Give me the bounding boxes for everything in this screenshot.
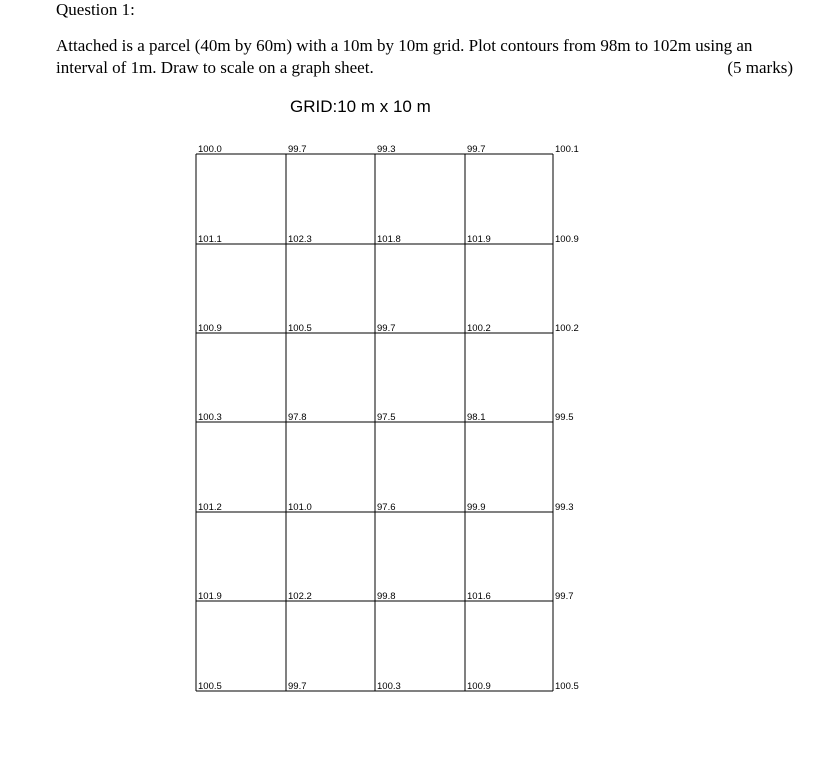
spot-level-label: 101.9 <box>198 591 222 602</box>
question-title: Question 1: <box>56 0 135 19</box>
spot-level-label: 99.7 <box>288 144 307 155</box>
spot-level-label: 99.3 <box>377 144 396 155</box>
spot-level-label: 100.2 <box>467 323 491 334</box>
spot-level-label: 99.7 <box>555 591 574 602</box>
question-text-line-1: Attached is a parcel (40m by 60m) with a 10m by 10m grid. Plot contours from 98m to 102m using an <box>56 36 753 55</box>
spot-level-label: 102.3 <box>288 234 312 245</box>
spot-level-label: 100.0 <box>198 144 222 155</box>
spot-level-label: 97.5 <box>377 412 396 423</box>
question-text-line-2: interval of 1m. Draw to scale on a graph sheet. <box>56 58 374 77</box>
spot-level-label: 100.9 <box>198 323 222 334</box>
spot-level-label: 97.6 <box>377 502 396 513</box>
spot-level-label: 100.1 <box>555 144 579 155</box>
spot-level-label: 99.7 <box>288 681 307 692</box>
spot-level-label: 99.8 <box>377 591 396 602</box>
spot-level-label: 101.0 <box>288 502 312 513</box>
spot-level-label: 100.9 <box>467 681 491 692</box>
spot-level-label: 99.3 <box>555 502 574 513</box>
spot-level-label: 100.5 <box>288 323 312 334</box>
spot-level-label: 98.1 <box>467 412 486 423</box>
spot-level-label: 99.7 <box>377 323 396 334</box>
spot-level-label: 100.5 <box>198 681 222 692</box>
spot-level-label: 100.3 <box>377 681 401 692</box>
spot-level-label: 101.2 <box>198 502 222 513</box>
grid-title: GRID:10 m x 10 m <box>290 97 431 116</box>
spot-level-label: 101.9 <box>467 234 491 245</box>
spot-level-label: 99.7 <box>467 144 486 155</box>
spot-level-label: 100.2 <box>555 323 579 334</box>
spot-level-label: 100.3 <box>198 412 222 423</box>
spot-level-label: 100.5 <box>555 681 579 692</box>
spot-level-label: 101.6 <box>467 591 491 602</box>
spot-level-label: 99.9 <box>467 502 486 513</box>
marks-label: (5 marks) <box>727 58 793 77</box>
spot-levels <box>198 144 579 692</box>
grid-lines <box>196 154 553 691</box>
spot-level-label: 99.5 <box>555 412 574 423</box>
spot-level-label: 102.2 <box>288 591 312 602</box>
spot-level-label: 101.8 <box>377 234 401 245</box>
spot-level-label: 97.8 <box>288 412 307 423</box>
spot-level-label: 100.9 <box>555 234 579 245</box>
spot-level-label: 101.1 <box>198 234 222 245</box>
